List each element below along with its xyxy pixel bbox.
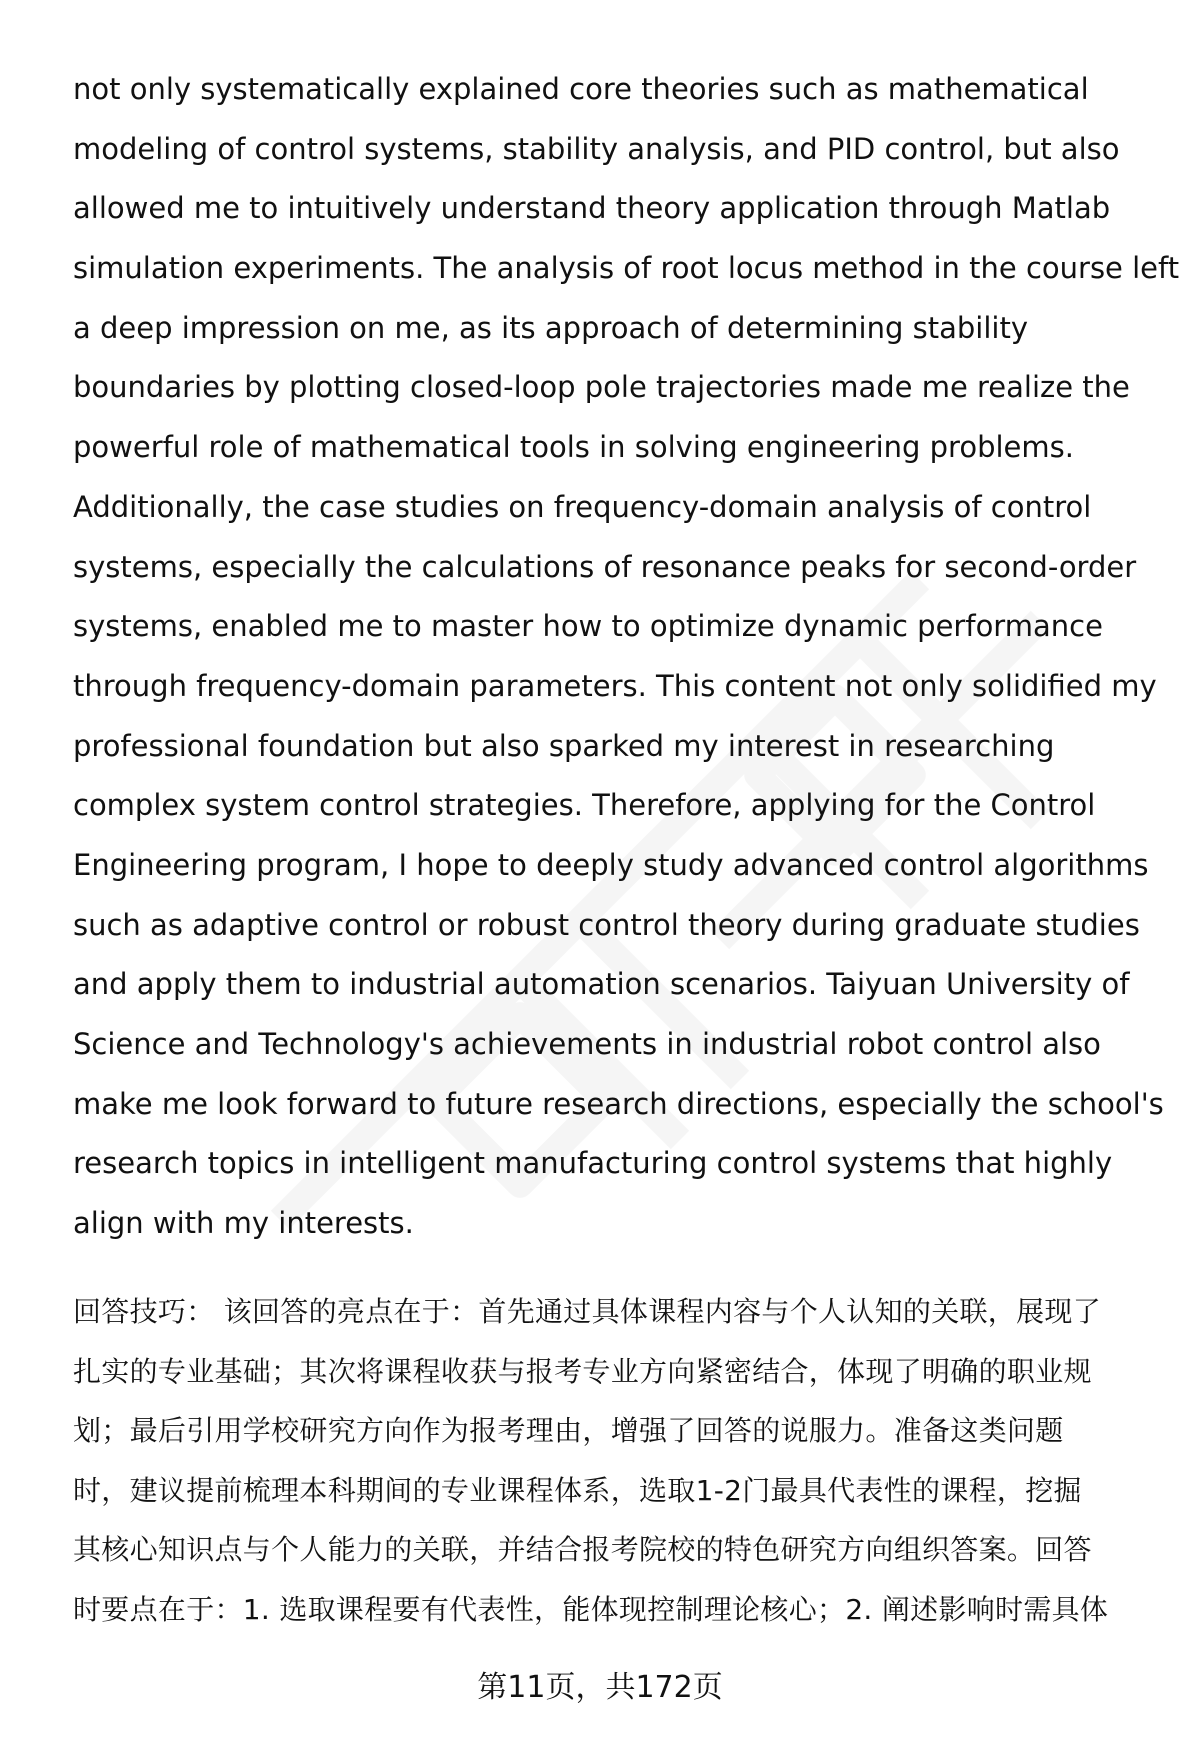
text-line: make me look forward to future research directions, especially the school's: [73, 1086, 1164, 1121]
text-line: Additionally, the case studies on frequency-domain analysis of control: [73, 489, 1092, 524]
text-line: and apply them to industrial automation scenarios. Taiyuan University of: [73, 967, 1130, 1002]
text-line: a deep impression on me, as its approach of determining stability: [73, 310, 1028, 345]
text-line: Engineering program, I hope to deeply study advanced control algorithms: [73, 847, 1149, 882]
text-line: allowed me to intuitively understand theory application through Matlab: [73, 191, 1111, 226]
text-line: Science and Technology's achievements in industrial robot control also: [73, 1027, 1101, 1061]
text-line: align with my interests.: [73, 1206, 414, 1241]
text-line: systems, especially the calculations of resonance peaks for second-order: [73, 549, 1137, 584]
tips-line: 划；最后引用学校研究方向作为报考理由，增强了回答的说服力。准备这类问题: [73, 1414, 1064, 1447]
main-paragraph: [73, 60, 1180, 1254]
text-line: boundaries by plotting closed-loop pole trajectories made me realize the: [73, 370, 1130, 405]
tips-line: 其核心知识点与个人能力的关联，并结合报考院校的特色研究方向组织答案。回答: [73, 1533, 1092, 1566]
text-line: simulation experiments. The analysis of root locus method in the course left: [73, 251, 1180, 286]
text-line: modeling of control systems, stability analysis, and PID control, but also: [73, 131, 1120, 166]
text-line: powerful role of mathematical tools in solving engineering problems.: [73, 430, 1074, 465]
text-line: such as adaptive control or robust control theory during graduate studies: [73, 907, 1140, 942]
text-line: not only systematically explained core theories such as mathematical: [73, 72, 1089, 106]
tips-line: 回答技巧： 该回答的亮点在于：首先通过具体课程内容与个人认知的关联，展现了: [73, 1295, 1102, 1328]
answer-tips-paragraph: [73, 1282, 1153, 1639]
tips-line: 扎实的专业基础；其次将课程收获与报考专业方向紧密结合，体现了明确的职业规: [73, 1354, 1092, 1388]
text-line: professional foundation but also sparked my interest in researching: [73, 728, 1055, 763]
text-line: systems, enabled me to master how to optimize dynamic performance: [73, 609, 1103, 644]
page-number-footer: 第11页，共172页: [477, 1670, 723, 1705]
text-line: complex system control strategies. Therefore, applying for the Control: [73, 788, 1096, 823]
text-line: research topics in intelligent manufacturing control systems that highly: [73, 1146, 1113, 1181]
text-line: through frequency-domain parameters. This content not only solidified my: [73, 668, 1157, 703]
tips-line: 时要点在于：1. 选取课程要有代表性，能体现控制理论核心；2. 阐述影响时需具体: [73, 1592, 1109, 1626]
tips-line: 时，建议提前梳理本科期间的专业课程体系，选取1-2门最具代表性的课程，挖掘: [73, 1473, 1082, 1507]
